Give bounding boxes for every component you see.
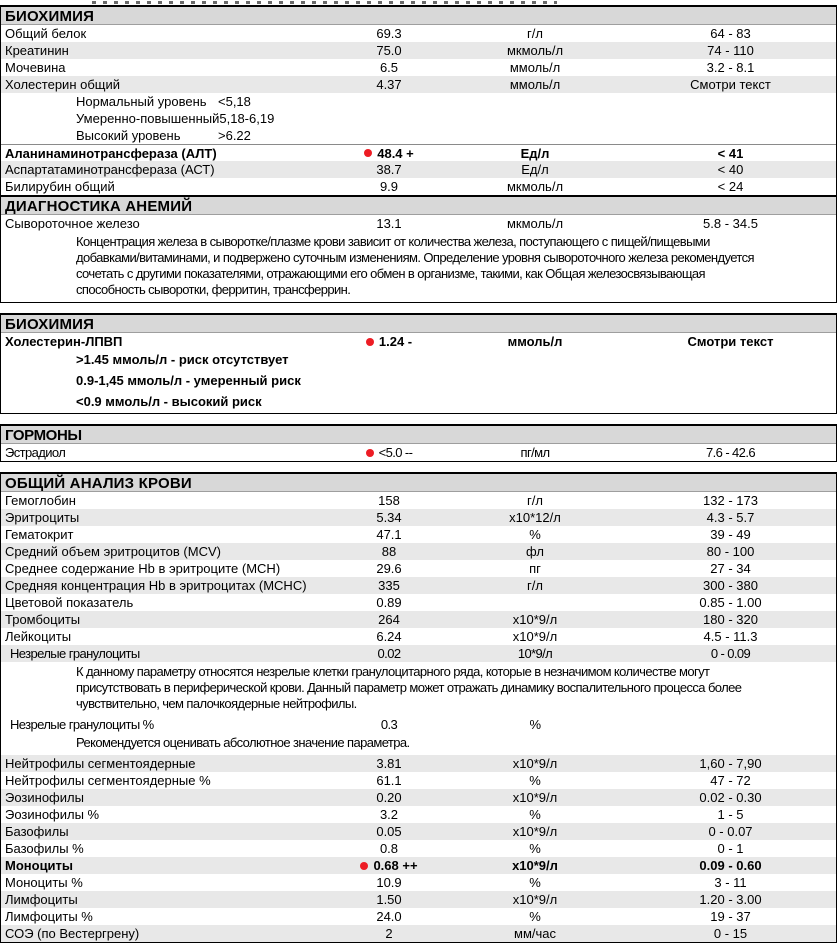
param-unit: 10*9/л — [517, 646, 553, 661]
note-text — [1, 232, 836, 302]
note-line: Концентрация железа в сыворотке/плазме крови зависит от количества железа, поступающего с пищей/пищевыми — [76, 234, 710, 249]
param-value-text: 29.6 — [376, 561, 402, 576]
param-value-text: 2 — [385, 926, 393, 941]
note-text — [1, 662, 836, 716]
param-reference-range: 0 - 0.09 — [710, 646, 751, 661]
note-line: присутствовать в периферической крови. Данный параметр может отражать динамику воспалительного процесса более — [76, 680, 742, 695]
param-name: Мочевина — [5, 60, 66, 75]
param-value-text: 335 — [378, 578, 400, 593]
result-row — [1, 823, 836, 840]
param-value — [333, 874, 445, 891]
param-unit: % — [529, 841, 541, 856]
param-value — [333, 59, 445, 76]
abnormal-dot-icon — [364, 149, 372, 157]
param-value — [333, 594, 445, 611]
note-line: Рекомендуется оценивать абсолютное значение параметра. — [76, 735, 410, 750]
param-name: Эозинофилы % — [5, 807, 100, 822]
note-line: добавками/витаминами, и подвержено суточным изменениям. Определение уровня сывороточного железа рекомендуется — [76, 250, 754, 265]
param-name: Гематокрит — [5, 527, 74, 542]
param-value-text: 0.05 — [376, 824, 402, 839]
param-value — [333, 891, 445, 908]
param-name: Креатинин — [5, 43, 69, 58]
param-value — [333, 823, 445, 840]
param-value — [333, 577, 445, 594]
param-value — [333, 628, 445, 645]
param-unit: % — [529, 807, 541, 822]
result-row — [1, 891, 836, 908]
note-line: К данному параметру относятся незрелые клетки гранулоцитарного ряда, которые в незначимом количестве могут — [76, 664, 710, 679]
result-row — [1, 925, 836, 942]
param-unit: пг/мл — [520, 445, 550, 460]
sub-note-row — [1, 127, 836, 144]
report-box — [0, 5, 837, 303]
param-value — [333, 772, 445, 789]
result-row — [1, 178, 836, 195]
param-value-text: 0.3 — [380, 717, 398, 732]
param-reference-range: 0.85 - 1.00 — [699, 595, 762, 610]
param-reference-range: < 24 — [717, 179, 744, 194]
param-value-text: 0.20 — [376, 790, 402, 805]
param-reference-range: 300 - 380 — [703, 578, 758, 593]
param-reference-range: 1.20 - 3.00 — [699, 892, 762, 907]
result-row — [1, 215, 836, 232]
param-name: Лимфоциты % — [5, 909, 93, 924]
param-name: Средний объем эритроцитов (MCV) — [5, 544, 221, 559]
sub-note-value: <5,18 — [218, 94, 251, 109]
result-row — [1, 755, 836, 772]
param-value-text: <5.0 -- — [378, 445, 413, 460]
param-unit: Ед/л — [521, 162, 549, 177]
param-value — [333, 925, 445, 942]
param-value — [333, 908, 445, 925]
param-unit: фл — [526, 544, 544, 559]
report-box — [0, 424, 837, 462]
param-reference-range: 4.3 - 5.7 — [706, 510, 755, 525]
param-value — [333, 492, 445, 509]
param-unit: % — [529, 773, 541, 788]
param-name: Средняя концентрация Hb в эритроцитах (MCHC) — [5, 578, 307, 593]
param-name: Аланинаминотрансфераза (АЛТ) — [5, 146, 217, 161]
sub-note-label: Умеренно-повышенный — [76, 111, 220, 126]
param-value-text: 0.8 — [379, 841, 399, 856]
result-row — [1, 144, 836, 161]
param-reference-range: 0.02 - 0.30 — [699, 790, 762, 805]
param-value-text: 88 — [381, 544, 397, 559]
param-unit: x10*9/л — [512, 756, 558, 771]
param-reference-range: 0 - 0.07 — [708, 824, 753, 839]
note-line: <0.9 ммоль/л - высокий риск — [76, 394, 262, 409]
result-row — [1, 628, 836, 645]
param-name: Базофилы % — [5, 841, 84, 856]
param-name: Холестерин общий — [5, 77, 121, 92]
result-row — [1, 161, 836, 178]
param-name: Гемоглобин — [5, 493, 76, 508]
note-text — [1, 371, 836, 392]
param-reference-range: 132 - 173 — [703, 493, 758, 508]
param-value — [333, 444, 445, 461]
param-unit: % — [529, 875, 541, 890]
param-unit: x10*9/л — [512, 629, 558, 644]
param-value-text: 9.9 — [379, 179, 399, 194]
param-value — [333, 76, 445, 93]
result-row — [1, 806, 836, 823]
param-value-text: 0.02 — [377, 646, 401, 661]
param-value-text: 6.5 — [379, 60, 399, 75]
param-name: Билирубин общий — [5, 179, 115, 194]
param-value — [333, 840, 445, 857]
param-name: Лимфоциты — [5, 892, 78, 907]
param-value — [333, 560, 445, 577]
param-reference-range: 27 - 34 — [710, 561, 751, 576]
param-value — [333, 789, 445, 806]
param-reference-range: < 41 — [717, 146, 744, 161]
param-value-text: 4.37 — [376, 77, 402, 92]
param-value — [333, 716, 445, 733]
sub-note-row — [1, 110, 836, 127]
param-reference-range: < 40 — [717, 162, 744, 177]
result-row — [1, 645, 836, 662]
param-value — [333, 755, 445, 772]
param-reference-range: 0 - 1 — [717, 841, 744, 856]
param-reference-range: 47 - 72 — [710, 773, 751, 788]
param-reference-range: 3.2 - 8.1 — [706, 60, 755, 75]
param-name: Холестерин-ЛПВП — [5, 334, 123, 349]
note-line: 0.9-1,45 ммоль/л - умеренный риск — [76, 373, 301, 388]
result-row — [1, 560, 836, 577]
param-unit — [445, 594, 625, 611]
param-name: Незрелые гранулоциты % — [10, 717, 154, 732]
result-row — [1, 59, 836, 76]
param-value-text: 158 — [378, 493, 400, 508]
param-reference-range: Смотри текст — [690, 77, 771, 92]
result-row — [1, 526, 836, 543]
param-value-text: 47.1 — [376, 527, 402, 542]
result-row — [1, 76, 836, 93]
param-name: Эозинофилы — [5, 790, 84, 805]
result-row — [1, 509, 836, 526]
param-unit: % — [529, 909, 541, 924]
param-value — [333, 543, 445, 560]
note-line: >1.45 ммоль/л - риск отсутствует — [76, 352, 289, 367]
param-reference-range: 4.5 - 11.3 — [703, 629, 758, 644]
param-value-text: 6.24 — [376, 629, 402, 644]
param-name: Незрелые гранулоциты — [10, 646, 140, 661]
param-value-text: 24.0 — [376, 909, 402, 924]
param-unit: пг — [529, 561, 541, 576]
param-unit: мкмоль/л — [506, 216, 564, 231]
note-line: способность сыворотки, ферритин, трансферрин. — [76, 282, 351, 297]
sub-note-label: Высокий уровень — [76, 128, 181, 143]
param-value — [333, 526, 445, 543]
result-row — [1, 874, 836, 891]
note-text — [1, 392, 836, 413]
param-unit: % — [529, 717, 541, 732]
param-value — [333, 145, 445, 161]
param-value — [333, 611, 445, 628]
result-row — [1, 577, 836, 594]
param-reference-range: 74 - 110 — [707, 43, 754, 58]
param-value-text: 10.9 — [376, 875, 402, 890]
param-name: Моноциты — [5, 858, 74, 873]
param-value-text: 48.4 + — [377, 145, 414, 161]
param-value — [333, 161, 445, 178]
sub-note-value: >6.22 — [218, 128, 251, 143]
result-row — [1, 857, 836, 874]
result-row — [1, 543, 836, 560]
param-unit: Ед/л — [520, 146, 550, 161]
param-value — [333, 509, 445, 526]
section-header: ГОРМОНЫ — [1, 424, 836, 444]
param-unit: мкмоль/л — [506, 43, 564, 58]
abnormal-dot-icon — [366, 449, 374, 457]
param-name: Сывороточное железо — [5, 216, 140, 231]
sub-note-label: Нормальный уровень — [76, 94, 207, 109]
param-value — [333, 215, 445, 232]
param-unit: мм/час — [514, 926, 556, 941]
param-unit: x10*9/л — [512, 612, 558, 627]
param-value-text: 1.24 - — [378, 334, 413, 349]
param-name: Моноциты % — [5, 875, 83, 890]
param-reference-range: 1,60 - 7,90 — [699, 756, 762, 771]
param-reference-range: 80 - 100 — [706, 544, 755, 559]
param-value-text: 3.81 — [376, 756, 402, 771]
param-value — [333, 806, 445, 823]
param-value-text: 13.1 — [376, 216, 402, 231]
abnormal-dot-icon — [360, 862, 368, 870]
param-unit: мкмоль/л — [506, 179, 564, 194]
lab-report — [0, 5, 837, 943]
abnormal-dot-icon — [366, 338, 374, 346]
param-reference-range: 3 - 11 — [714, 875, 747, 890]
param-unit: г/л — [527, 26, 543, 41]
result-row — [1, 25, 836, 42]
sub-note-row — [1, 93, 836, 110]
param-value-text: 38.7 — [376, 162, 402, 177]
param-unit: x10*9/л — [512, 892, 558, 907]
param-name: Тромбоциты — [5, 612, 81, 627]
result-row — [1, 333, 836, 350]
param-value — [333, 178, 445, 195]
clipped-row-remnant — [0, 0, 837, 5]
param-value-text: 69.3 — [376, 26, 402, 41]
param-unit: ммоль/л — [507, 334, 563, 349]
param-value-text: 3.2 — [379, 807, 399, 822]
param-reference-range: 7.6 - 42.6 — [706, 445, 755, 460]
section-header: БИОХИМИЯ — [1, 5, 836, 25]
param-name: Цветовой показатель — [5, 595, 134, 610]
result-row — [1, 42, 836, 59]
param-value-text: 75.0 — [376, 43, 402, 58]
param-value-text: 61.1 — [376, 773, 402, 788]
param-value-text: 0.89 — [376, 595, 402, 610]
param-name: Аспартатаминотрансфераза (АСТ) — [5, 162, 215, 177]
param-reference-range: 19 - 37 — [710, 909, 751, 924]
result-row — [1, 492, 836, 509]
param-name: Лейкоциты — [5, 629, 72, 644]
param-unit: г/л — [527, 493, 543, 508]
param-name: Эритроциты — [5, 510, 80, 525]
param-name: Нейтрофилы сегментоядерные % — [5, 773, 211, 788]
param-unit: ммоль/л — [509, 77, 561, 92]
param-name: СОЭ (по Вестергрену) — [5, 926, 140, 941]
param-value-text: 0.68 ++ — [373, 858, 418, 873]
param-reference-range: 5.8 - 34.5 — [703, 216, 758, 231]
param-value-text: 264 — [378, 612, 400, 627]
result-row — [1, 716, 836, 733]
param-reference-range: 180 - 320 — [703, 612, 758, 627]
report-box — [0, 313, 837, 414]
report-box — [0, 472, 837, 943]
note-text — [1, 733, 836, 755]
note-line: чувствительно, чем палочкоядерные нейтрофилы. — [76, 696, 357, 711]
param-value — [333, 25, 445, 42]
param-value-text: 1.50 — [376, 892, 402, 907]
param-reference-range: 1 - 5 — [717, 807, 744, 822]
param-unit: x10*9/л — [512, 858, 558, 873]
section-header: БИОХИМИЯ — [1, 313, 836, 333]
param-unit: г/л — [527, 578, 543, 593]
param-reference-range — [625, 716, 836, 733]
param-value — [333, 42, 445, 59]
param-unit: ммоль/л — [509, 60, 561, 75]
param-name: Базофилы — [5, 824, 69, 839]
param-unit: x10*9/л — [512, 790, 558, 805]
param-reference-range: 0.09 - 0.60 — [699, 858, 762, 873]
note-text — [1, 350, 836, 371]
note-line: сочетать с другими показателями, отражающими его обмен в организме, такими, как Общая железосвязывающая — [76, 266, 705, 281]
clipped-text-fragments-decoration — [92, 1, 557, 4]
param-reference-range: 39 - 49 — [710, 527, 751, 542]
result-row — [1, 789, 836, 806]
param-unit: x10*12/л — [509, 510, 561, 525]
result-row — [1, 908, 836, 925]
result-row — [1, 611, 836, 628]
param-name: Нейтрофилы сегментоядерные — [5, 756, 196, 771]
param-name: Эстрадиол — [5, 445, 66, 460]
result-row — [1, 594, 836, 611]
sub-note-value: 5,18-6,19 — [219, 111, 275, 126]
param-value — [333, 857, 445, 874]
result-row — [1, 840, 836, 857]
param-name: Среднее содержание Hb в эритроците (MCH) — [5, 561, 281, 576]
param-reference-range: Смотри текст — [687, 334, 774, 349]
param-value — [333, 333, 445, 350]
param-name: Общий белок — [5, 26, 87, 41]
result-row — [1, 772, 836, 789]
section-header: ОБЩИЙ АНАЛИЗ КРОВИ — [1, 472, 836, 492]
result-row — [1, 444, 836, 461]
section-header: ДИАГНОСТИКА АНЕМИЙ — [1, 195, 836, 215]
param-reference-range: 0 - 15 — [713, 926, 748, 941]
param-value-text: 5.34 — [376, 510, 402, 525]
param-unit: x10*9/л — [512, 824, 558, 839]
param-value — [333, 645, 445, 662]
param-reference-range: 64 - 83 — [710, 26, 751, 41]
param-unit: % — [529, 527, 541, 542]
